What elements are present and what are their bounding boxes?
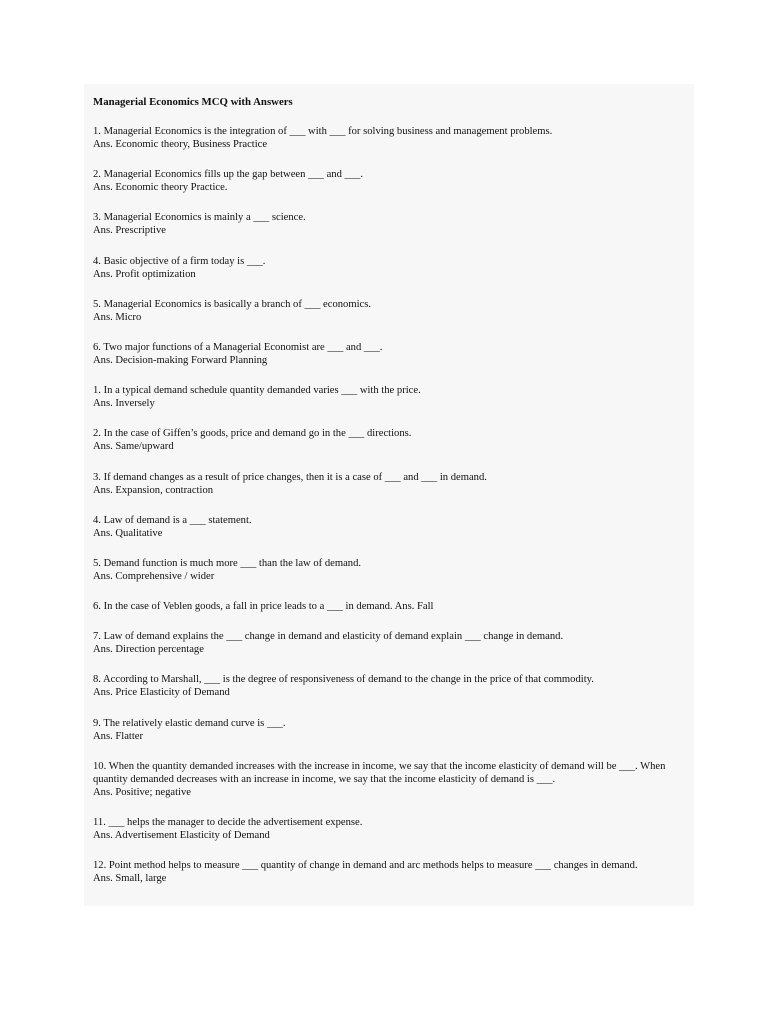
question-block [93,630,693,656]
question-block [93,384,693,410]
question-block [93,168,693,194]
question-text: 3. If demand changes as a result of price changes, then it is a case of ___ and ___ in demand. [93,471,487,483]
question-block [93,859,693,885]
question-text: 4. Law of demand is a ___ statement. [93,514,252,526]
question-text: 10. When the quantity demanded increases with the increase in income, we say that the income elasticity of demand will be ___. When quantity demanded decreases with an increase in income, we say that the income elasticity of demand is ___. [93,760,666,785]
question-block [93,760,693,799]
answer-text: Ans. Economic theory, Business Practice [93,139,268,150]
question-block [93,341,693,367]
answer-text: Ans. Economic theory Practice. [93,182,228,194]
answer-text: Ans. Expansion, contraction [93,484,214,496]
answer-text: Ans. Qualitative [93,527,163,539]
question-block [93,514,693,540]
question-text: 1. In a typical demand schedule quantity demanded varies ___ with the price. [93,385,421,397]
question-text: 6. Two major functions of a Managerial Economist are ___ and ___. [93,341,383,353]
question-text: 5. Managerial Economics is basically a branch of ___ economics. [93,298,371,310]
question-text: 5. Demand function is much more ___ than the law of demand. [93,557,362,569]
question-text: 9. The relatively elastic demand curve is ___. [93,717,286,729]
answer-text: Ans. Inversely [93,398,155,410]
question-block [93,125,693,151]
answer-text: Ans. Prescriptive [93,225,166,237]
question-text: 12. Point method helps to measure ___ quantity of change in demand and arc methods helps to measure ___ changes in demand. [93,860,638,872]
question-block [93,557,693,583]
answer-text: Ans. Positive; negative [93,786,191,798]
question-block [93,471,693,497]
question-block [93,427,693,453]
question-text: 2. Managerial Economics fills up the gap between ___ and ___. [93,169,364,181]
question-block [93,211,693,237]
question-text: 11. ___ helps the manager to decide the advertisement expense. [93,817,363,828]
question-block [93,816,693,842]
answer-text: Ans. Comprehensive / wider [93,570,215,582]
answer-text: Ans. Advertisement Elasticity of Demand [93,830,270,841]
question-text: 2. In the case of Giffen’s goods, price and demand go in the ___ directions. [93,428,412,440]
answer-text: Ans. Micro [93,311,142,323]
question-block [93,673,693,699]
question-block [93,298,693,324]
answer-text: Ans. Flatter [93,730,144,742]
question-text: 7. Law of demand explains the ___ change in demand and elasticity of demand explain ___ change in demand. [93,631,564,643]
document-body [93,96,693,902]
answer-text: Ans. Decision-making Forward Planning [93,354,268,366]
question-text: 4. Basic objective of a firm today is ___. [93,255,266,267]
question-text: 1. Managerial Economics is the integration of ___ with ___ for solving business and management problems. [93,126,553,137]
question-text: 3. Managerial Economics is mainly a ___ science. [93,212,306,224]
question-block [93,255,693,281]
answer-text: Ans. Small, large [93,873,167,885]
answer-text: Ans. Same/upward [93,441,174,453]
answer-text: Ans. Price Elasticity of Demand [93,687,230,699]
page-title: Managerial Economics MCQ with Answers [93,96,293,108]
answer-text: Ans. Direction percentage [93,644,204,656]
question-text: 8. According to Marshall, ___ is the degree of responsiveness of demand to the change in the price of that commodity. [93,674,594,686]
question-block [93,717,693,743]
question-block [93,600,693,613]
answer-text: Ans. Profit optimization [93,268,196,280]
question-text: 6. In the case of Veblen goods, a fall in price leads to a ___ in demand. Ans. Fall [93,601,434,613]
